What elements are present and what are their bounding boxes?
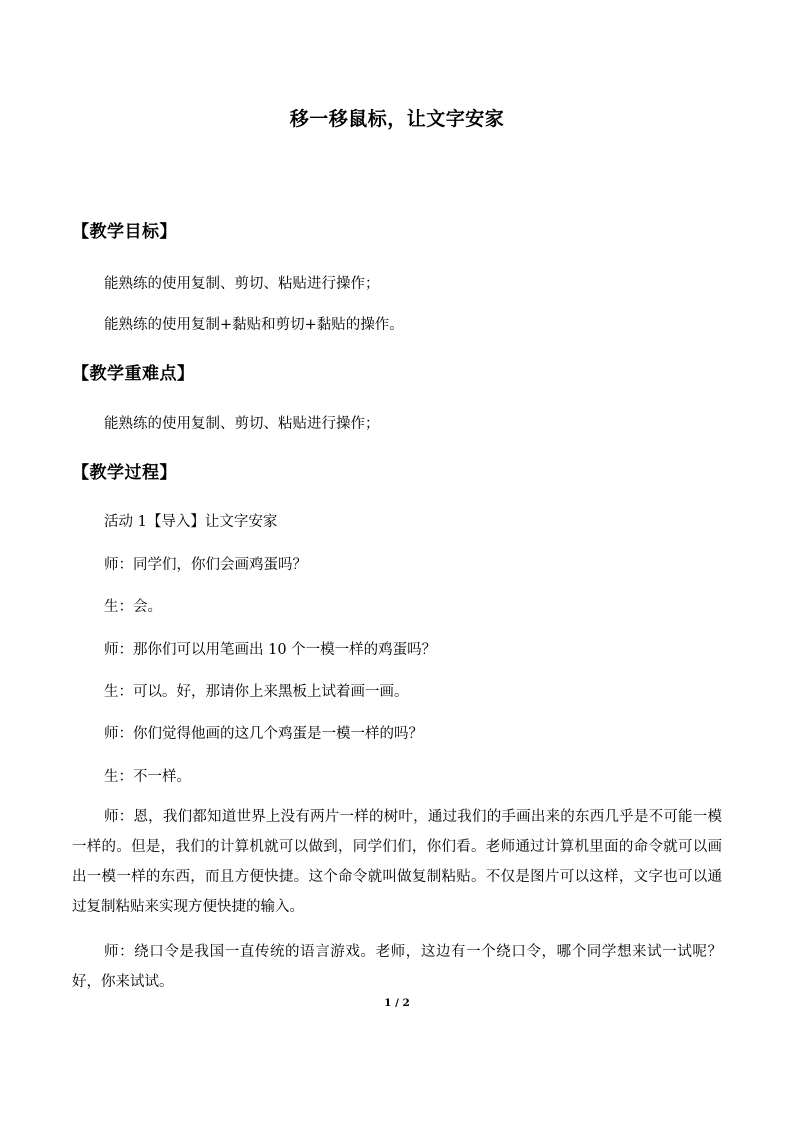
- dialogue-paragraph-tongue-twister: 师：绕口令是我国一直传统的语言游戏。老师，这边有一个绕口令，哪个同学想来试一试呢？好，你来试试。: [72, 944, 722, 990]
- page-number: 1 / 2: [384, 997, 410, 1009]
- dialogue-line-6: 生：不一样。: [104, 769, 191, 785]
- objective-paragraph-2: 能熟练的使用复制+黏贴和剪切+黏贴的操作。: [104, 317, 404, 333]
- dialogue-line-3: 师：那你们可以用笔画出 10 个一模一样的鸡蛋吗？: [104, 642, 437, 658]
- dialogue-line-2: 生：会。: [104, 599, 162, 615]
- section-heading-objectives: 【教学目标】: [72, 222, 177, 242]
- document-title: 移一移鼠标，让文字安家: [289, 108, 505, 130]
- dialogue-line-4: 生：可以。好，那请你上来黑板上试着画一画。: [104, 684, 409, 700]
- activity-title: 活动 1【导入】让文字安家: [104, 514, 278, 530]
- dialogue-paragraph-long: 师：恩，我们都知道世界上没有两片一样的树叶，通过我们的手画出来的东西几乎是不可能一模一样的。但是，我们的计算机就可以做到，同学们们，你们看。老师通过计算机里面的命令就可以画出一模一样的东西，而且方便快捷。这个命令就叫做复制粘贴。不仅是图片可以这样，文字也可以通过复制粘贴来实现方便快捷的输入。: [72, 809, 722, 915]
- dialogue-line-1: 师：同学们，你们会画鸡蛋吗？: [104, 557, 307, 573]
- dialogue-line-5: 师：你们觉得他画的这几个鸡蛋是一模一样的吗？: [104, 726, 423, 742]
- objective-paragraph-1: 能熟练的使用复制、剪切、粘贴进行操作；: [104, 276, 380, 292]
- key-point-paragraph-1: 能熟练的使用复制、剪切、粘贴进行操作；: [104, 416, 380, 432]
- section-heading-process: 【教学过程】: [72, 463, 177, 483]
- section-heading-key-points: 【教学重难点】: [72, 364, 195, 384]
